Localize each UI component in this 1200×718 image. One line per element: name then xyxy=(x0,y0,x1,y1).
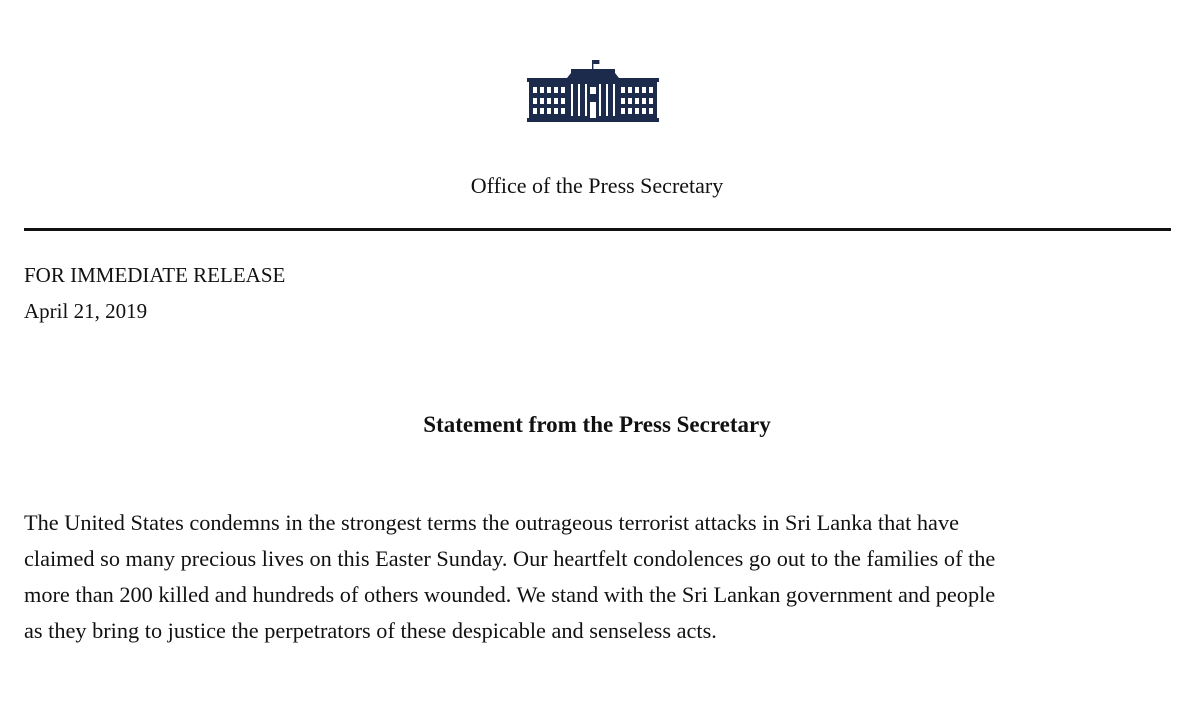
release-label: FOR IMMEDIATE RELEASE xyxy=(24,263,286,287)
release-date: April 21, 2019 xyxy=(24,299,148,323)
office-title: Office of the Press Secretary xyxy=(470,173,724,198)
statement-body xyxy=(24,505,1184,649)
divider xyxy=(24,228,1171,231)
statement-line: claimed so many precious lives on this Easter Sunday. Our heartfelt condolences go out to the families of the xyxy=(24,546,996,571)
white-house-icon xyxy=(527,58,659,124)
statement-line: The United States condemns in the strongest terms the outrageous terrorist attacks in Sri Lanka that have xyxy=(24,510,959,535)
statement-line: more than 200 killed and hundreds of others wounded. We stand with the Sri Lankan government and people xyxy=(24,582,996,607)
statement-line: as they bring to justice the perpetrators of these despicable and senseless acts. xyxy=(24,618,717,643)
statement-title: Statement from the Press Secretary xyxy=(423,412,771,437)
